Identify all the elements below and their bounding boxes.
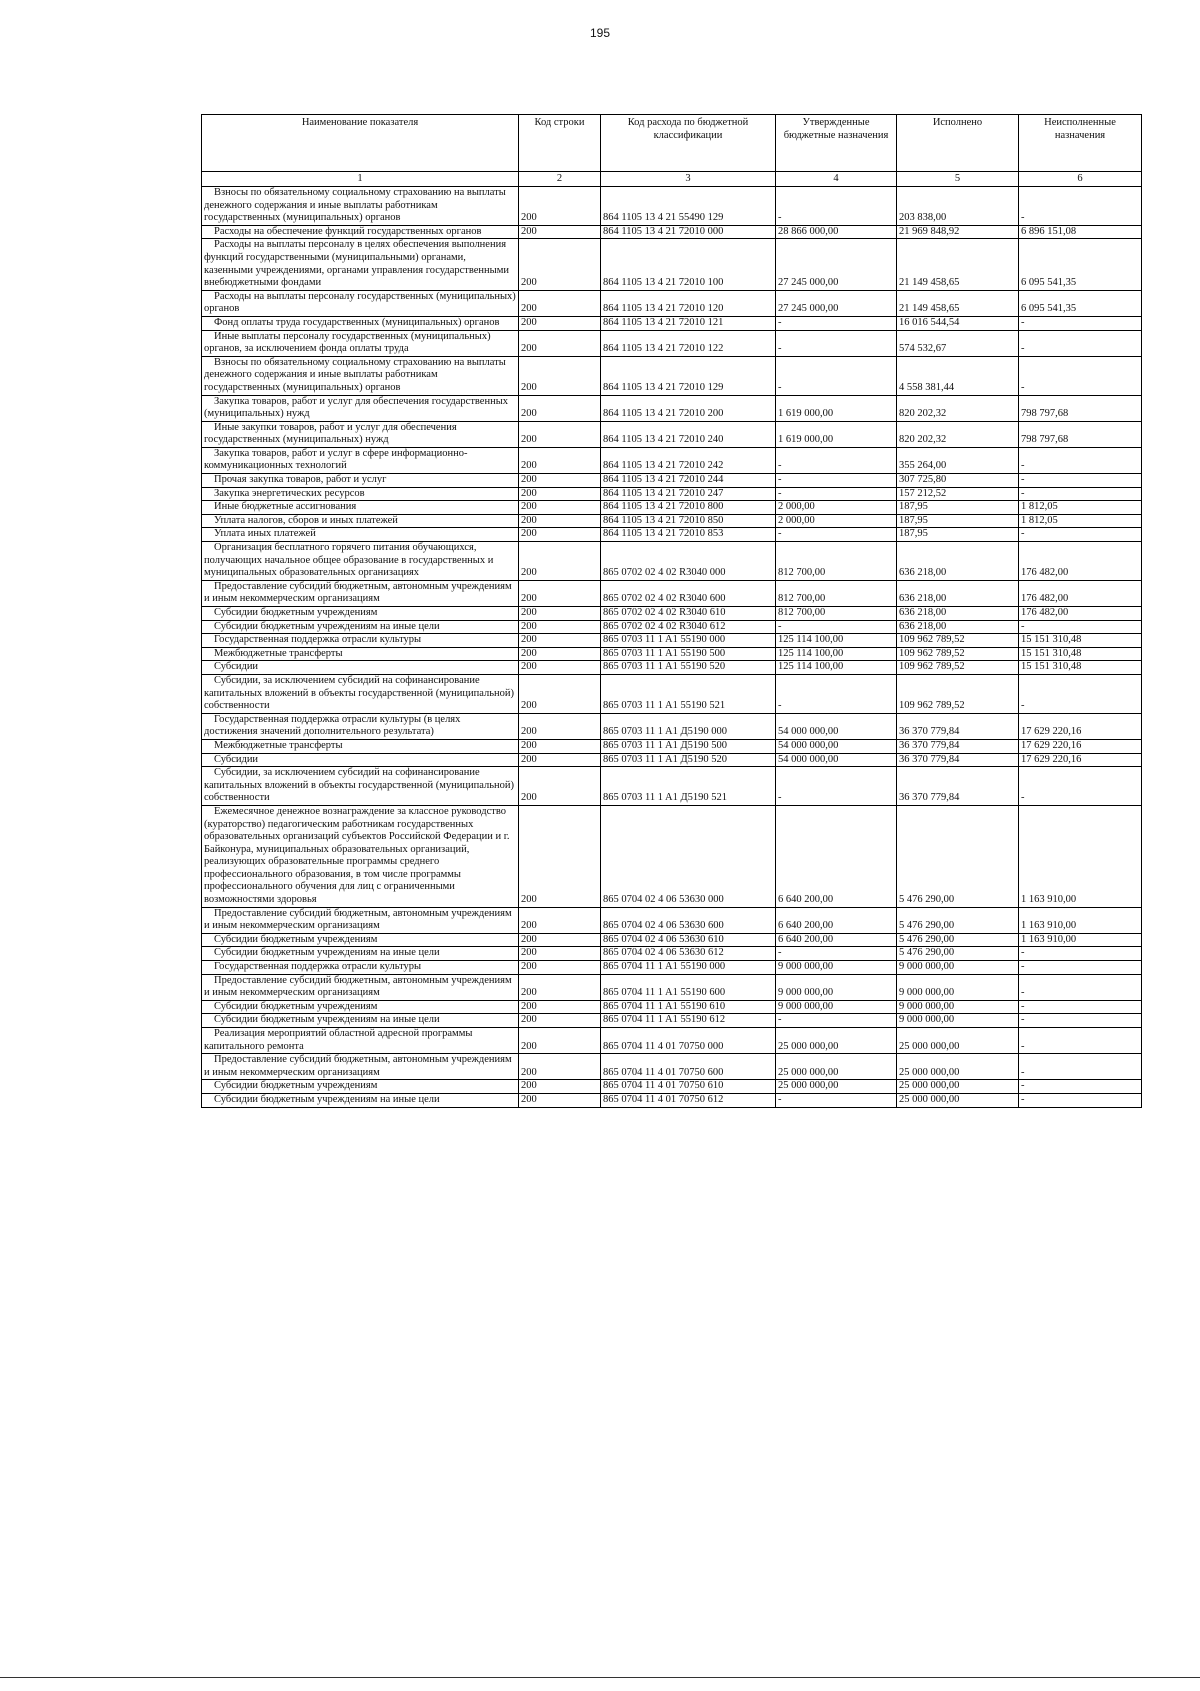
header-expense-code: Код расхода по бюджетной классификации — [601, 115, 776, 172]
row-name: Предоставление субсидий бюджетным, автономным учреждениям и иным некоммерческим организациям — [202, 974, 519, 1000]
row-approved: - — [776, 356, 897, 395]
row-expense-code: 864 1105 13 4 21 72010 129 — [601, 356, 776, 395]
row-unexecuted: 798 797,68 — [1019, 395, 1142, 421]
row-name: Иные выплаты персоналу государственных (муниципальных) органов, за исключением фонда оплаты труда — [202, 330, 519, 356]
row-approved: - — [776, 330, 897, 356]
row-expense-code: 865 0704 11 1 A1 55190 000 — [601, 961, 776, 975]
row-unexecuted: - — [1019, 674, 1142, 713]
row-approved: - — [776, 474, 897, 488]
row-expense-code: 864 1105 13 4 21 72010 240 — [601, 421, 776, 447]
row-executed: 9 000 000,00 — [897, 974, 1019, 1000]
row-expense-code: 865 0704 11 4 01 70750 000 — [601, 1028, 776, 1054]
table-row — [202, 634, 1142, 648]
row-unexecuted: - — [1019, 620, 1142, 634]
row-executed: 109 962 789,52 — [897, 634, 1019, 648]
row-executed: 36 370 779,84 — [897, 753, 1019, 767]
row-approved: - — [776, 447, 897, 473]
row-name: Расходы на выплаты персоналу государственных (муниципальных) органов — [202, 290, 519, 316]
row-unexecuted: - — [1019, 487, 1142, 501]
row-executed: 5 476 290,00 — [897, 907, 1019, 933]
table-row — [202, 739, 1142, 753]
table-row — [202, 961, 1142, 975]
row-expense-code: 865 0704 02 4 06 53630 610 — [601, 933, 776, 947]
row-name: Уплата налогов, сборов и иных платежей — [202, 514, 519, 528]
row-unexecuted: 15 151 310,48 — [1019, 647, 1142, 661]
row-executed: 636 218,00 — [897, 542, 1019, 581]
row-executed: 36 370 779,84 — [897, 713, 1019, 739]
row-unexecuted: 15 151 310,48 — [1019, 634, 1142, 648]
row-unexecuted: 6 095 541,35 — [1019, 239, 1142, 290]
table-row — [202, 767, 1142, 806]
row-expense-code: 865 0704 11 1 A1 55190 600 — [601, 974, 776, 1000]
row-executed: 109 962 789,52 — [897, 674, 1019, 713]
row-line-code: 200 — [519, 947, 601, 961]
table-row — [202, 316, 1142, 330]
row-unexecuted: 1 163 910,00 — [1019, 805, 1142, 907]
row-approved: 25 000 000,00 — [776, 1054, 897, 1080]
row-approved: - — [776, 1093, 897, 1107]
row-executed: 109 962 789,52 — [897, 647, 1019, 661]
row-line-code: 200 — [519, 395, 601, 421]
row-approved: 54 000 000,00 — [776, 753, 897, 767]
row-line-code: 200 — [519, 974, 601, 1000]
table-row — [202, 607, 1142, 621]
table-row — [202, 1028, 1142, 1054]
table-row — [202, 947, 1142, 961]
row-approved: 125 114 100,00 — [776, 647, 897, 661]
row-executed: 21 969 848,92 — [897, 225, 1019, 239]
row-executed: 355 264,00 — [897, 447, 1019, 473]
column-number: 4 — [776, 172, 897, 187]
row-approved: - — [776, 767, 897, 806]
column-number: 2 — [519, 172, 601, 187]
row-expense-code: 865 0702 02 4 02 R3040 000 — [601, 542, 776, 581]
row-executed: 307 725,80 — [897, 474, 1019, 488]
row-executed: 820 202,32 — [897, 395, 1019, 421]
table-row — [202, 1054, 1142, 1080]
row-line-code: 200 — [519, 620, 601, 634]
row-line-code: 200 — [519, 316, 601, 330]
row-line-code: 200 — [519, 607, 601, 621]
row-approved: 54 000 000,00 — [776, 713, 897, 739]
row-line-code: 200 — [519, 514, 601, 528]
row-unexecuted: - — [1019, 767, 1142, 806]
table-row — [202, 974, 1142, 1000]
row-unexecuted: - — [1019, 1093, 1142, 1107]
table-row — [202, 290, 1142, 316]
table-body — [202, 187, 1142, 1108]
row-executed: 25 000 000,00 — [897, 1054, 1019, 1080]
row-approved: 2 000,00 — [776, 501, 897, 515]
row-name: Закупка энергетических ресурсов — [202, 487, 519, 501]
row-approved: 54 000 000,00 — [776, 739, 897, 753]
row-executed: 203 838,00 — [897, 187, 1019, 226]
page-number: 195 — [589, 26, 611, 40]
row-expense-code: 864 1105 13 4 21 72010 100 — [601, 239, 776, 290]
row-unexecuted: - — [1019, 474, 1142, 488]
header-approved: Утвержденные бюджетные назначения — [776, 115, 897, 172]
table-row — [202, 474, 1142, 488]
row-line-code: 200 — [519, 1054, 601, 1080]
row-approved: 812 700,00 — [776, 607, 897, 621]
row-approved: 2 000,00 — [776, 514, 897, 528]
row-line-code: 200 — [519, 767, 601, 806]
row-approved: - — [776, 316, 897, 330]
row-approved: 1 619 000,00 — [776, 421, 897, 447]
column-number: 3 — [601, 172, 776, 187]
table-row — [202, 647, 1142, 661]
header-unexecuted: Неисполненные назначения — [1019, 115, 1142, 172]
row-line-code: 200 — [519, 421, 601, 447]
row-line-code: 200 — [519, 542, 601, 581]
table-row — [202, 330, 1142, 356]
row-name: Субсидии бюджетным учреждениям — [202, 607, 519, 621]
row-executed: 187,95 — [897, 501, 1019, 515]
row-name: Межбюджетные трансферты — [202, 647, 519, 661]
row-name: Иные закупки товаров, работ и услуг для обеспечения государственных (муниципальных) нужд — [202, 421, 519, 447]
row-expense-code: 864 1105 13 4 21 72010 120 — [601, 290, 776, 316]
row-name: Субсидии — [202, 753, 519, 767]
row-unexecuted: - — [1019, 961, 1142, 975]
row-approved: - — [776, 620, 897, 634]
row-unexecuted: - — [1019, 1028, 1142, 1054]
table-row — [202, 933, 1142, 947]
budget-execution-table — [201, 114, 1142, 1108]
row-expense-code: 864 1105 13 4 21 72010 121 — [601, 316, 776, 330]
table-row — [202, 356, 1142, 395]
table-row — [202, 1093, 1142, 1107]
row-expense-code: 865 0702 02 4 02 R3040 600 — [601, 580, 776, 606]
table-row — [202, 753, 1142, 767]
row-approved: - — [776, 947, 897, 961]
row-unexecuted: 798 797,68 — [1019, 421, 1142, 447]
row-unexecuted: 176 482,00 — [1019, 607, 1142, 621]
column-number: 6 — [1019, 172, 1142, 187]
row-name: Межбюджетные трансферты — [202, 739, 519, 753]
row-unexecuted: - — [1019, 1014, 1142, 1028]
row-name: Предоставление субсидий бюджетным, автономным учреждениям и иным некоммерческим организациям — [202, 1054, 519, 1080]
row-approved: 25 000 000,00 — [776, 1028, 897, 1054]
row-name: Субсидии бюджетным учреждениям — [202, 1000, 519, 1014]
table-row — [202, 395, 1142, 421]
row-expense-code: 865 0704 11 4 01 70750 612 — [601, 1093, 776, 1107]
table-row — [202, 501, 1142, 515]
row-unexecuted: - — [1019, 528, 1142, 542]
table-row — [202, 239, 1142, 290]
row-expense-code: 865 0703 11 1 A1 Д5190 520 — [601, 753, 776, 767]
row-name: Закупка товаров, работ и услуг для обеспечения государственных (муниципальных) нужд — [202, 395, 519, 421]
table-row — [202, 907, 1142, 933]
row-unexecuted: 176 482,00 — [1019, 542, 1142, 581]
row-line-code: 200 — [519, 580, 601, 606]
row-expense-code: 864 1105 13 4 21 72010 247 — [601, 487, 776, 501]
row-expense-code: 864 1105 13 4 21 55490 129 — [601, 187, 776, 226]
row-approved: 812 700,00 — [776, 542, 897, 581]
header-executed: Исполнено — [897, 115, 1019, 172]
row-executed: 5 476 290,00 — [897, 933, 1019, 947]
row-executed: 187,95 — [897, 514, 1019, 528]
row-name: Субсидии бюджетным учреждениям — [202, 933, 519, 947]
row-unexecuted: - — [1019, 1054, 1142, 1080]
row-name: Субсидии бюджетным учреждениям на иные цели — [202, 1093, 519, 1107]
row-executed: 9 000 000,00 — [897, 1000, 1019, 1014]
footer-divider — [0, 1677, 1200, 1678]
row-line-code: 200 — [519, 661, 601, 675]
row-executed: 5 476 290,00 — [897, 805, 1019, 907]
table-row — [202, 487, 1142, 501]
row-approved: 27 245 000,00 — [776, 290, 897, 316]
row-executed: 21 149 458,65 — [897, 290, 1019, 316]
row-approved: 9 000 000,00 — [776, 974, 897, 1000]
column-number: 5 — [897, 172, 1019, 187]
row-unexecuted: - — [1019, 447, 1142, 473]
row-line-code: 200 — [519, 1080, 601, 1094]
row-executed: 36 370 779,84 — [897, 767, 1019, 806]
row-name: Уплата иных платежей — [202, 528, 519, 542]
row-expense-code: 865 0703 11 1 A1 55190 000 — [601, 634, 776, 648]
row-executed: 4 558 381,44 — [897, 356, 1019, 395]
row-name: Иные бюджетные ассигнования — [202, 501, 519, 515]
row-line-code: 200 — [519, 805, 601, 907]
row-unexecuted: - — [1019, 1000, 1142, 1014]
row-unexecuted: 6 095 541,35 — [1019, 290, 1142, 316]
row-expense-code: 864 1105 13 4 21 72010 122 — [601, 330, 776, 356]
row-approved: 28 866 000,00 — [776, 225, 897, 239]
row-expense-code: 864 1105 13 4 21 72010 242 — [601, 447, 776, 473]
row-approved: 125 114 100,00 — [776, 661, 897, 675]
row-approved: - — [776, 187, 897, 226]
row-line-code: 200 — [519, 739, 601, 753]
row-expense-code: 865 0703 11 1 A1 55190 500 — [601, 647, 776, 661]
row-unexecuted: 1 812,05 — [1019, 501, 1142, 515]
row-name: Государственная поддержка отрасли культуры — [202, 634, 519, 648]
row-name: Государственная поддержка отрасли культуры — [202, 961, 519, 975]
row-line-code: 200 — [519, 674, 601, 713]
row-unexecuted: - — [1019, 947, 1142, 961]
row-executed: 16 016 544,54 — [897, 316, 1019, 330]
row-line-code: 200 — [519, 501, 601, 515]
row-executed: 109 962 789,52 — [897, 661, 1019, 675]
row-unexecuted: 17 629 220,16 — [1019, 713, 1142, 739]
row-name: Субсидии бюджетным учреждениям на иные цели — [202, 947, 519, 961]
table-row — [202, 421, 1142, 447]
row-executed: 157 212,52 — [897, 487, 1019, 501]
row-executed: 25 000 000,00 — [897, 1028, 1019, 1054]
row-executed: 25 000 000,00 — [897, 1093, 1019, 1107]
table-row — [202, 713, 1142, 739]
row-name: Ежемесячное денежное вознаграждение за классное руководство (кураторство) педагогическим работникам государственных образовательных организаций субъектов Российской Федерации и г. Байконура, муниципальных образовательных организаций, реализующих образовательные программы среднего профессионального образования, в том числе программы профессионального обучения для лиц с ограниченными возможностями здоровья — [202, 805, 519, 907]
row-name: Субсидии бюджетным учреждениям на иные цели — [202, 620, 519, 634]
row-executed: 5 476 290,00 — [897, 947, 1019, 961]
row-name: Субсидии, за исключением субсидий на софинансирование капитальных вложений в объекты государственной (муниципальной) собственности — [202, 674, 519, 713]
row-executed: 9 000 000,00 — [897, 961, 1019, 975]
row-approved: 1 619 000,00 — [776, 395, 897, 421]
row-line-code: 200 — [519, 447, 601, 473]
row-expense-code: 864 1105 13 4 21 72010 853 — [601, 528, 776, 542]
row-approved: 125 114 100,00 — [776, 634, 897, 648]
row-line-code: 200 — [519, 528, 601, 542]
row-executed: 820 202,32 — [897, 421, 1019, 447]
row-expense-code: 865 0702 02 4 02 R3040 612 — [601, 620, 776, 634]
row-expense-code: 865 0704 02 4 06 53630 600 — [601, 907, 776, 933]
row-expense-code: 865 0703 11 1 A1 Д5190 500 — [601, 739, 776, 753]
header-row — [202, 115, 1142, 172]
row-line-code: 200 — [519, 933, 601, 947]
row-name: Реализация мероприятий областной адресной программы капитального ремонта — [202, 1028, 519, 1054]
row-expense-code: 865 0703 11 1 A1 55190 520 — [601, 661, 776, 675]
row-line-code: 200 — [519, 1028, 601, 1054]
row-name: Организация бесплатного горячего питания обучающихся, получающих начальное общее образование в государственных и муниципальных образовательных организациях — [202, 542, 519, 581]
row-unexecuted: - — [1019, 356, 1142, 395]
table-row — [202, 542, 1142, 581]
row-name: Субсидии — [202, 661, 519, 675]
table-row — [202, 805, 1142, 907]
row-line-code: 200 — [519, 961, 601, 975]
row-unexecuted: 15 151 310,48 — [1019, 661, 1142, 675]
table-row — [202, 1014, 1142, 1028]
table-row — [202, 225, 1142, 239]
row-line-code: 200 — [519, 356, 601, 395]
row-line-code: 200 — [519, 474, 601, 488]
row-approved: 9 000 000,00 — [776, 961, 897, 975]
row-line-code: 200 — [519, 1014, 601, 1028]
row-expense-code: 864 1105 13 4 21 72010 200 — [601, 395, 776, 421]
row-unexecuted: 17 629 220,16 — [1019, 753, 1142, 767]
row-unexecuted: 1 812,05 — [1019, 514, 1142, 528]
row-name: Предоставление субсидий бюджетным, автономным учреждениям и иным некоммерческим организациям — [202, 580, 519, 606]
table-row — [202, 514, 1142, 528]
row-line-code: 200 — [519, 487, 601, 501]
row-executed: 36 370 779,84 — [897, 739, 1019, 753]
row-name: Прочая закупка товаров, работ и услуг — [202, 474, 519, 488]
row-line-code: 200 — [519, 239, 601, 290]
row-line-code: 200 — [519, 187, 601, 226]
row-unexecuted: 6 896 151,08 — [1019, 225, 1142, 239]
row-expense-code: 865 0703 11 1 A1 Д5190 000 — [601, 713, 776, 739]
row-unexecuted: 176 482,00 — [1019, 580, 1142, 606]
row-approved: 27 245 000,00 — [776, 239, 897, 290]
table-row — [202, 661, 1142, 675]
table-row — [202, 447, 1142, 473]
row-expense-code: 864 1105 13 4 21 72010 244 — [601, 474, 776, 488]
column-number: 1 — [202, 172, 519, 187]
row-expense-code: 865 0704 11 1 A1 55190 610 — [601, 1000, 776, 1014]
row-unexecuted: - — [1019, 1080, 1142, 1094]
row-unexecuted: - — [1019, 974, 1142, 1000]
row-line-code: 200 — [519, 1000, 601, 1014]
row-executed: 636 218,00 — [897, 607, 1019, 621]
row-line-code: 200 — [519, 1093, 601, 1107]
row-executed: 187,95 — [897, 528, 1019, 542]
row-executed: 25 000 000,00 — [897, 1080, 1019, 1094]
table-row — [202, 580, 1142, 606]
row-unexecuted: - — [1019, 316, 1142, 330]
row-name: Субсидии бюджетным учреждениям — [202, 1080, 519, 1094]
table-row — [202, 1080, 1142, 1094]
row-expense-code: 865 0704 11 4 01 70750 610 — [601, 1080, 776, 1094]
row-line-code: 200 — [519, 713, 601, 739]
row-unexecuted: - — [1019, 330, 1142, 356]
row-name: Расходы на обеспечение функций государственных органов — [202, 225, 519, 239]
table-row — [202, 674, 1142, 713]
row-line-code: 200 — [519, 330, 601, 356]
row-name: Взносы по обязательному социальному страхованию на выплаты денежного содержания и иные выплаты работникам государственных (муниципальных) органов — [202, 187, 519, 226]
row-unexecuted: 1 163 910,00 — [1019, 907, 1142, 933]
row-line-code: 200 — [519, 753, 601, 767]
row-approved: 9 000 000,00 — [776, 1000, 897, 1014]
row-line-code: 200 — [519, 647, 601, 661]
row-name: Государственная поддержка отрасли культуры (в целях достижения значений дополнительного результата) — [202, 713, 519, 739]
row-expense-code: 865 0703 11 1 A1 Д5190 521 — [601, 767, 776, 806]
row-approved: 25 000 000,00 — [776, 1080, 897, 1094]
row-approved: 6 640 200,00 — [776, 907, 897, 933]
row-name: Расходы на выплаты персоналу в целях обеспечения выполнения функций государственными (муниципальными) органами, казенными учреждениями, органами управления государственными внебюджетными фондами — [202, 239, 519, 290]
row-expense-code: 864 1105 13 4 21 72010 850 — [601, 514, 776, 528]
row-expense-code: 865 0702 02 4 02 R3040 610 — [601, 607, 776, 621]
row-approved: 6 640 200,00 — [776, 805, 897, 907]
row-expense-code: 864 1105 13 4 21 72010 000 — [601, 225, 776, 239]
row-executed: 636 218,00 — [897, 580, 1019, 606]
row-name: Взносы по обязательному социальному страхованию на выплаты денежного содержания и иные выплаты работникам государственных (муниципальных) органов — [202, 356, 519, 395]
row-executed: 21 149 458,65 — [897, 239, 1019, 290]
row-name: Субсидии, за исключением субсидий на софинансирование капитальных вложений в объекты государственной (муниципальной) собственности — [202, 767, 519, 806]
row-unexecuted: 1 163 910,00 — [1019, 933, 1142, 947]
table-row — [202, 620, 1142, 634]
row-approved: 812 700,00 — [776, 580, 897, 606]
row-line-code: 200 — [519, 290, 601, 316]
row-approved: - — [776, 528, 897, 542]
table-row — [202, 528, 1142, 542]
row-line-code: 200 — [519, 907, 601, 933]
row-expense-code: 865 0703 11 1 A1 55190 521 — [601, 674, 776, 713]
row-executed: 636 218,00 — [897, 620, 1019, 634]
row-executed: 9 000 000,00 — [897, 1014, 1019, 1028]
row-name: Закупка товаров, работ и услуг в сфере информационно-коммуникационных технологий — [202, 447, 519, 473]
header-line-code: Код строки — [519, 115, 601, 172]
row-approved: - — [776, 1014, 897, 1028]
row-name: Фонд оплаты труда государственных (муниципальных) органов — [202, 316, 519, 330]
table-row — [202, 187, 1142, 226]
row-approved: - — [776, 487, 897, 501]
column-number-row — [202, 172, 1142, 187]
row-approved: - — [776, 674, 897, 713]
header-indicator-name: Наименование показателя — [202, 115, 519, 172]
row-expense-code: 865 0704 11 4 01 70750 600 — [601, 1054, 776, 1080]
row-unexecuted: 17 629 220,16 — [1019, 739, 1142, 753]
row-expense-code: 865 0704 02 4 06 53630 000 — [601, 805, 776, 907]
row-name: Предоставление субсидий бюджетным, автономным учреждениям и иным некоммерческим организациям — [202, 907, 519, 933]
row-line-code: 200 — [519, 634, 601, 648]
table-row — [202, 1000, 1142, 1014]
row-expense-code: 865 0704 11 1 A1 55190 612 — [601, 1014, 776, 1028]
row-executed: 574 532,67 — [897, 330, 1019, 356]
row-expense-code: 865 0704 02 4 06 53630 612 — [601, 947, 776, 961]
row-name: Субсидии бюджетным учреждениям на иные цели — [202, 1014, 519, 1028]
row-approved: 6 640 200,00 — [776, 933, 897, 947]
row-unexecuted: - — [1019, 187, 1142, 226]
row-line-code: 200 — [519, 225, 601, 239]
row-expense-code: 864 1105 13 4 21 72010 800 — [601, 501, 776, 515]
